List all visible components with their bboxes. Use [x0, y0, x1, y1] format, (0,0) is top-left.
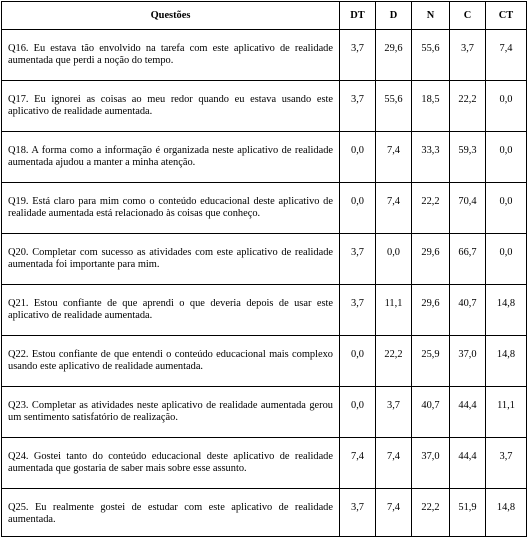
- table-row: [2, 132, 527, 183]
- value-d: 11,1: [376, 285, 412, 336]
- value-ct: 14,8: [486, 489, 527, 537]
- value-c: 22,2: [450, 81, 486, 132]
- value-ct: 0,0: [486, 81, 527, 132]
- header-c: C: [450, 2, 486, 30]
- question-text: Q17. Eu ignorei as coisas ao meu redor quando eu estava usando este aplicativo de realidade aumentada.: [2, 81, 340, 132]
- value-d: 7,4: [376, 132, 412, 183]
- value-d: 55,6: [376, 81, 412, 132]
- header-row: [2, 2, 527, 30]
- value-dt: 3,7: [340, 285, 376, 336]
- value-c: 37,0: [450, 336, 486, 387]
- value-d: 29,6: [376, 30, 412, 81]
- value-c: 44,4: [450, 387, 486, 438]
- value-c: 51,9: [450, 489, 486, 537]
- value-c: 40,7: [450, 285, 486, 336]
- value-ct: 14,8: [486, 285, 527, 336]
- value-n: 25,9: [412, 336, 450, 387]
- header-questoes: Questões: [2, 2, 340, 30]
- value-c: 44,4: [450, 438, 486, 489]
- table-row: [2, 30, 527, 81]
- value-dt: 3,7: [340, 489, 376, 537]
- value-n: 40,7: [412, 387, 450, 438]
- value-n: 22,2: [412, 489, 450, 537]
- value-dt: 3,7: [340, 234, 376, 285]
- value-n: 29,6: [412, 285, 450, 336]
- survey-results-table: [1, 1, 527, 537]
- table-row: [2, 183, 527, 234]
- value-ct: 11,1: [486, 387, 527, 438]
- value-c: 59,3: [450, 132, 486, 183]
- value-d: 7,4: [376, 489, 412, 537]
- value-c: 3,7: [450, 30, 486, 81]
- value-dt: 3,7: [340, 81, 376, 132]
- value-d: 7,4: [376, 183, 412, 234]
- value-ct: 3,7: [486, 438, 527, 489]
- question-text: Q18. A forma como a informação é organizada neste aplicativo de realidade aumentada ajudou a manter a minha atenção.: [2, 132, 340, 183]
- value-c: 70,4: [450, 183, 486, 234]
- question-text: Q23. Completar as atividades neste aplicativo de realidade aumentada gerou um sentimento satisfatório de realização.: [2, 387, 340, 438]
- value-dt: 0,0: [340, 183, 376, 234]
- value-d: 3,7: [376, 387, 412, 438]
- question-text: Q24. Gostei tanto do conteúdo educacional deste aplicativo de realidade aumentada que gostaria de saber mais sobre esse assunto.: [2, 438, 340, 489]
- question-text: Q20. Completar com sucesso as atividades com este aplicativo de realidade aumentada foi importante para mim.: [2, 234, 340, 285]
- value-dt: 0,0: [340, 336, 376, 387]
- value-n: 33,3: [412, 132, 450, 183]
- header-n: N: [412, 2, 450, 30]
- table-row: [2, 387, 527, 438]
- table-row: [2, 336, 527, 387]
- header-ct: CT: [486, 2, 527, 30]
- value-dt: 0,0: [340, 387, 376, 438]
- value-ct: 7,4: [486, 30, 527, 81]
- question-text: Q22. Estou confiante de que entendi o conteúdo educacional mais complexo usando este aplicativo de realidade aumentada.: [2, 336, 340, 387]
- question-text: Q25. Eu realmente gostei de estudar com este aplicativo de realidade aumentada.: [2, 489, 340, 537]
- value-dt: 0,0: [340, 132, 376, 183]
- value-n: 22,2: [412, 183, 450, 234]
- header-dt: DT: [340, 2, 376, 30]
- value-d: 22,2: [376, 336, 412, 387]
- value-dt: 7,4: [340, 438, 376, 489]
- value-ct: 0,0: [486, 132, 527, 183]
- header-d: D: [376, 2, 412, 30]
- value-ct: 0,0: [486, 183, 527, 234]
- value-c: 66,7: [450, 234, 486, 285]
- value-dt: 3,7: [340, 30, 376, 81]
- value-d: 0,0: [376, 234, 412, 285]
- table-row: [2, 81, 527, 132]
- question-text: Q16. Eu estava tão envolvido na tarefa com este aplicativo de realidade aumentada que perdi a noção do tempo.: [2, 30, 340, 81]
- table-row: [2, 285, 527, 336]
- question-text: Q21. Estou confiante de que aprendi o que deveria depois de usar este aplicativo de realidade aumentada.: [2, 285, 340, 336]
- table-row: [2, 234, 527, 285]
- value-n: 18,5: [412, 81, 450, 132]
- value-d: 7,4: [376, 438, 412, 489]
- table-row: [2, 438, 527, 489]
- value-ct: 0,0: [486, 234, 527, 285]
- value-n: 29,6: [412, 234, 450, 285]
- value-n: 55,6: [412, 30, 450, 81]
- value-ct: 14,8: [486, 336, 527, 387]
- question-text: Q19. Está claro para mim como o conteúdo educacional deste aplicativo de realidade aumentada está relacionado às coisas que conheço.: [2, 183, 340, 234]
- value-n: 37,0: [412, 438, 450, 489]
- table-row: [2, 489, 527, 537]
